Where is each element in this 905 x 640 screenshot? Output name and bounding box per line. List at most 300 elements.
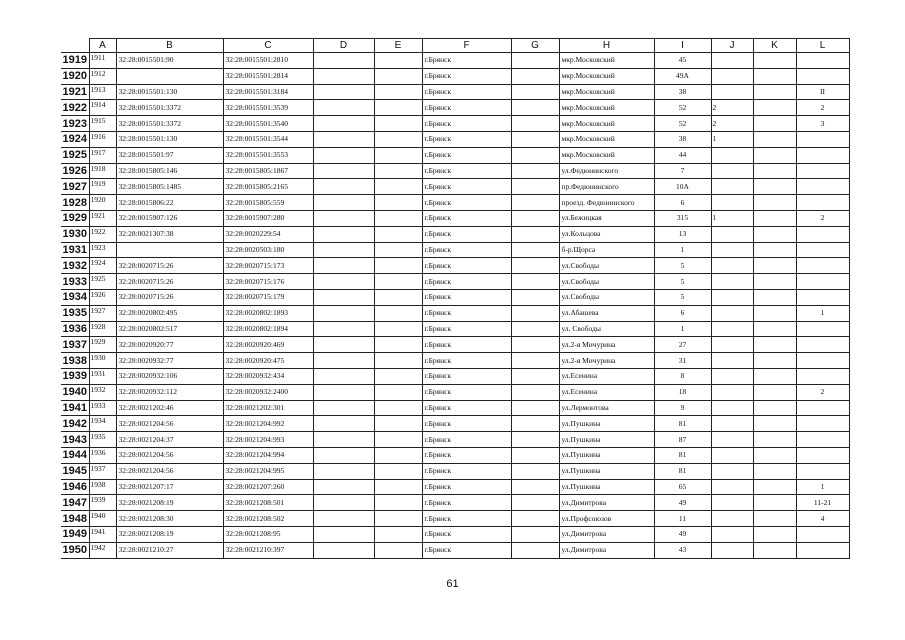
cell-e[interactable]: [374, 432, 422, 448]
row-number[interactable]: 1925: [61, 147, 89, 163]
cell-j[interactable]: [711, 53, 753, 69]
cell-b[interactable]: 32:28:0021204:56: [116, 447, 223, 463]
cell-h[interactable]: ул. Свободы: [559, 321, 654, 337]
cell-h[interactable]: ул.Димитрова: [559, 495, 654, 511]
row-number[interactable]: 1926: [61, 163, 89, 179]
cell-g[interactable]: [511, 337, 559, 353]
cell-d[interactable]: [313, 479, 374, 495]
cell-c[interactable]: 32:28:0021208:501: [223, 495, 313, 511]
cell-b[interactable]: 32:28:0021202:46: [116, 400, 223, 416]
cell-e[interactable]: [374, 416, 422, 432]
cell-c[interactable]: 32:28:0021204:993: [223, 432, 313, 448]
cell-h[interactable]: ул.Бежицкая: [559, 210, 654, 226]
cell-k[interactable]: [753, 337, 796, 353]
cell-l[interactable]: [796, 416, 849, 432]
cell-i[interactable]: 81: [654, 463, 711, 479]
row-number[interactable]: 1934: [61, 289, 89, 305]
cell-d[interactable]: [313, 258, 374, 274]
cell-f[interactable]: г.Брянск: [422, 400, 511, 416]
cell-b[interactable]: 32:28:0015501:90: [116, 53, 223, 69]
cell-i[interactable]: 52: [654, 100, 711, 116]
cell-g[interactable]: [511, 416, 559, 432]
row-number[interactable]: 1920: [61, 68, 89, 84]
cell-a[interactable]: 1933: [89, 400, 116, 416]
row-number[interactable]: 1935: [61, 305, 89, 321]
cell-b[interactable]: 32:28:0015501:130: [116, 84, 223, 100]
row-number[interactable]: 1942: [61, 416, 89, 432]
cell-h[interactable]: ул.Есенина: [559, 368, 654, 384]
row-number[interactable]: 1923: [61, 116, 89, 132]
cell-g[interactable]: [511, 131, 559, 147]
cell-e[interactable]: [374, 400, 422, 416]
cell-h[interactable]: б-р.Щорса: [559, 242, 654, 258]
cell-k[interactable]: [753, 84, 796, 100]
cell-f[interactable]: г.Брянск: [422, 274, 511, 290]
cell-j[interactable]: [711, 384, 753, 400]
cell-e[interactable]: [374, 384, 422, 400]
cell-e[interactable]: [374, 511, 422, 527]
cell-l[interactable]: [796, 68, 849, 84]
cell-d[interactable]: [313, 226, 374, 242]
cell-k[interactable]: [753, 305, 796, 321]
cell-i[interactable]: 7: [654, 163, 711, 179]
cell-f[interactable]: г.Брянск: [422, 495, 511, 511]
cell-k[interactable]: [753, 463, 796, 479]
cell-k[interactable]: [753, 100, 796, 116]
cell-e[interactable]: [374, 147, 422, 163]
cell-k[interactable]: [753, 400, 796, 416]
cell-i[interactable]: 5: [654, 258, 711, 274]
cell-b[interactable]: 32:28:0021208:30: [116, 511, 223, 527]
cell-j[interactable]: [711, 526, 753, 542]
cell-j[interactable]: [711, 242, 753, 258]
column-header[interactable]: G: [511, 39, 559, 53]
cell-g[interactable]: [511, 353, 559, 369]
cell-a[interactable]: 1938: [89, 479, 116, 495]
cell-e[interactable]: [374, 242, 422, 258]
cell-b[interactable]: 32:28:0015501:130: [116, 131, 223, 147]
cell-i[interactable]: 45: [654, 53, 711, 69]
cell-k[interactable]: [753, 542, 796, 558]
cell-l[interactable]: [796, 353, 849, 369]
cell-b[interactable]: 32:28:0020920:77: [116, 337, 223, 353]
cell-l[interactable]: 2: [796, 384, 849, 400]
cell-a[interactable]: 1918: [89, 163, 116, 179]
cell-f[interactable]: г.Брянск: [422, 463, 511, 479]
cell-f[interactable]: г.Брянск: [422, 131, 511, 147]
cell-c[interactable]: 32:28:0015805:1867: [223, 163, 313, 179]
cell-k[interactable]: [753, 368, 796, 384]
cell-f[interactable]: г.Брянск: [422, 53, 511, 69]
cell-k[interactable]: [753, 511, 796, 527]
cell-a[interactable]: 1916: [89, 131, 116, 147]
cell-k[interactable]: [753, 289, 796, 305]
cell-i[interactable]: 38: [654, 131, 711, 147]
cell-g[interactable]: [511, 147, 559, 163]
cell-e[interactable]: [374, 53, 422, 69]
cell-f[interactable]: г.Брянск: [422, 447, 511, 463]
cell-b[interactable]: 32:28:0021204:56: [116, 416, 223, 432]
cell-l[interactable]: II: [796, 84, 849, 100]
cell-l[interactable]: 3: [796, 116, 849, 132]
cell-k[interactable]: [753, 353, 796, 369]
cell-a[interactable]: 1923: [89, 242, 116, 258]
cell-e[interactable]: [374, 226, 422, 242]
cell-l[interactable]: [796, 147, 849, 163]
cell-g[interactable]: [511, 526, 559, 542]
cell-e[interactable]: [374, 210, 422, 226]
cell-d[interactable]: [313, 195, 374, 211]
cell-e[interactable]: [374, 289, 422, 305]
cell-d[interactable]: [313, 289, 374, 305]
row-number[interactable]: 1933: [61, 274, 89, 290]
cell-f[interactable]: г.Брянск: [422, 384, 511, 400]
cell-i[interactable]: 18: [654, 384, 711, 400]
cell-h[interactable]: ул.Пушкина: [559, 463, 654, 479]
cell-b[interactable]: 32:28:0020932:112: [116, 384, 223, 400]
cell-k[interactable]: [753, 384, 796, 400]
cell-e[interactable]: [374, 163, 422, 179]
cell-d[interactable]: [313, 116, 374, 132]
cell-a[interactable]: 1924: [89, 258, 116, 274]
cell-e[interactable]: [374, 526, 422, 542]
cell-l[interactable]: [796, 195, 849, 211]
cell-d[interactable]: [313, 447, 374, 463]
cell-i[interactable]: 315: [654, 210, 711, 226]
cell-k[interactable]: [753, 210, 796, 226]
cell-j[interactable]: 2: [711, 100, 753, 116]
cell-c[interactable]: 32:28:0015501:3184: [223, 84, 313, 100]
column-header[interactable]: L: [796, 39, 849, 53]
cell-h[interactable]: ул.Кольцова: [559, 226, 654, 242]
cell-e[interactable]: [374, 258, 422, 274]
row-number[interactable]: 1927: [61, 179, 89, 195]
cell-h[interactable]: ул.Профсоюзов: [559, 511, 654, 527]
cell-j[interactable]: [711, 416, 753, 432]
cell-d[interactable]: [313, 384, 374, 400]
row-number[interactable]: 1950: [61, 542, 89, 558]
cell-j[interactable]: [711, 258, 753, 274]
cell-c[interactable]: 32:28:0015501:2814: [223, 68, 313, 84]
cell-c[interactable]: 32:28:0020920:469: [223, 337, 313, 353]
cell-j[interactable]: [711, 353, 753, 369]
cell-c[interactable]: 32:28:0021204:995: [223, 463, 313, 479]
cell-f[interactable]: г.Брянск: [422, 511, 511, 527]
cell-a[interactable]: 1941: [89, 526, 116, 542]
cell-c[interactable]: 32:28:0021210:397: [223, 542, 313, 558]
cell-j[interactable]: [711, 368, 753, 384]
cell-j[interactable]: 1: [711, 131, 753, 147]
cell-g[interactable]: [511, 53, 559, 69]
cell-c[interactable]: 32:28:0020229:54: [223, 226, 313, 242]
cell-a[interactable]: 1915: [89, 116, 116, 132]
cell-j[interactable]: [711, 84, 753, 100]
row-number[interactable]: 1936: [61, 321, 89, 337]
cell-b[interactable]: 32:28:0021207:17: [116, 479, 223, 495]
cell-f[interactable]: г.Брянск: [422, 195, 511, 211]
cell-b[interactable]: 32:28:0015501:3372: [116, 116, 223, 132]
cell-e[interactable]: [374, 274, 422, 290]
cell-k[interactable]: [753, 495, 796, 511]
cell-c[interactable]: 32:28:0015501:3539: [223, 100, 313, 116]
cell-b[interactable]: 32:28:0020932:77: [116, 353, 223, 369]
row-number[interactable]: 1930: [61, 226, 89, 242]
cell-f[interactable]: г.Брянск: [422, 289, 511, 305]
cell-g[interactable]: [511, 100, 559, 116]
cell-a[interactable]: 1927: [89, 305, 116, 321]
cell-g[interactable]: [511, 163, 559, 179]
cell-c[interactable]: 32:28:0021208:95: [223, 526, 313, 542]
cell-f[interactable]: г.Брянск: [422, 353, 511, 369]
cell-l[interactable]: [796, 337, 849, 353]
cell-b[interactable]: [116, 68, 223, 84]
cell-j[interactable]: [711, 289, 753, 305]
cell-k[interactable]: [753, 321, 796, 337]
cell-b[interactable]: 32:28:0020715:26: [116, 274, 223, 290]
row-number[interactable]: 1941: [61, 400, 89, 416]
cell-k[interactable]: [753, 526, 796, 542]
cell-h[interactable]: ул.Есенина: [559, 384, 654, 400]
cell-d[interactable]: [313, 368, 374, 384]
cell-g[interactable]: [511, 511, 559, 527]
cell-b[interactable]: 32:28:0021307:38: [116, 226, 223, 242]
cell-c[interactable]: 32:28:0015501:3544: [223, 131, 313, 147]
cell-d[interactable]: [313, 163, 374, 179]
cell-j[interactable]: [711, 447, 753, 463]
cell-g[interactable]: [511, 116, 559, 132]
cell-e[interactable]: [374, 495, 422, 511]
cell-l[interactable]: [796, 447, 849, 463]
row-number[interactable]: 1943: [61, 432, 89, 448]
cell-b[interactable]: 32:28:0021204:37: [116, 432, 223, 448]
cell-b[interactable]: 32:28:0021210:27: [116, 542, 223, 558]
cell-a[interactable]: 1939: [89, 495, 116, 511]
cell-h[interactable]: мкр.Московский: [559, 84, 654, 100]
cell-d[interactable]: [313, 242, 374, 258]
cell-g[interactable]: [511, 274, 559, 290]
column-header[interactable]: D: [313, 39, 374, 53]
cell-d[interactable]: [313, 526, 374, 542]
cell-j[interactable]: 1: [711, 210, 753, 226]
cell-a[interactable]: 1940: [89, 511, 116, 527]
cell-h[interactable]: ул.Пушкина: [559, 416, 654, 432]
cell-e[interactable]: [374, 195, 422, 211]
row-number[interactable]: 1929: [61, 210, 89, 226]
cell-k[interactable]: [753, 147, 796, 163]
cell-d[interactable]: [313, 147, 374, 163]
cell-d[interactable]: [313, 400, 374, 416]
cell-g[interactable]: [511, 368, 559, 384]
cell-c[interactable]: 32:28:0021204:992: [223, 416, 313, 432]
cell-a[interactable]: 1936: [89, 447, 116, 463]
column-header[interactable]: K: [753, 39, 796, 53]
cell-i[interactable]: 1: [654, 242, 711, 258]
cell-k[interactable]: [753, 479, 796, 495]
cell-h[interactable]: ул.Пушкина: [559, 447, 654, 463]
cell-h[interactable]: ул.Димитрова: [559, 542, 654, 558]
cell-b[interactable]: 32:28:0020802:517: [116, 321, 223, 337]
cell-e[interactable]: [374, 479, 422, 495]
cell-h[interactable]: ул.Абашева: [559, 305, 654, 321]
cell-k[interactable]: [753, 274, 796, 290]
cell-d[interactable]: [313, 353, 374, 369]
row-number[interactable]: 1919: [61, 53, 89, 69]
cell-c[interactable]: 32:28:0020802:1893: [223, 305, 313, 321]
cell-h[interactable]: ул.2-я Мичурина: [559, 337, 654, 353]
row-number[interactable]: 1938: [61, 353, 89, 369]
cell-k[interactable]: [753, 131, 796, 147]
cell-d[interactable]: [313, 100, 374, 116]
cell-g[interactable]: [511, 68, 559, 84]
cell-g[interactable]: [511, 195, 559, 211]
cell-j[interactable]: [711, 337, 753, 353]
column-header[interactable]: E: [374, 39, 422, 53]
row-number[interactable]: 1948: [61, 511, 89, 527]
cell-g[interactable]: [511, 289, 559, 305]
cell-a[interactable]: 1917: [89, 147, 116, 163]
cell-e[interactable]: [374, 337, 422, 353]
cell-b[interactable]: 32:28:0020715:26: [116, 258, 223, 274]
cell-f[interactable]: г.Брянск: [422, 116, 511, 132]
cell-g[interactable]: [511, 447, 559, 463]
cell-i[interactable]: 8: [654, 368, 711, 384]
cell-h[interactable]: мкр.Московский: [559, 100, 654, 116]
cell-l[interactable]: [796, 274, 849, 290]
cell-b[interactable]: 32:28:0020715:26: [116, 289, 223, 305]
column-header[interactable]: A: [89, 39, 116, 53]
cell-e[interactable]: [374, 100, 422, 116]
cell-i[interactable]: 11: [654, 511, 711, 527]
cell-j[interactable]: [711, 542, 753, 558]
cell-f[interactable]: г.Брянск: [422, 368, 511, 384]
cell-c[interactable]: 32:28:0020932:434: [223, 368, 313, 384]
cell-i[interactable]: 38: [654, 84, 711, 100]
cell-k[interactable]: [753, 68, 796, 84]
cell-l[interactable]: 1: [796, 479, 849, 495]
row-number[interactable]: 1947: [61, 495, 89, 511]
cell-b[interactable]: 32:28:0020932:106: [116, 368, 223, 384]
cell-h[interactable]: пр.Федюнинского: [559, 179, 654, 195]
cell-f[interactable]: г.Брянск: [422, 242, 511, 258]
column-header[interactable]: B: [116, 39, 223, 53]
cell-b[interactable]: [116, 242, 223, 258]
cell-i[interactable]: 13: [654, 226, 711, 242]
cell-d[interactable]: [313, 179, 374, 195]
cell-e[interactable]: [374, 463, 422, 479]
cell-d[interactable]: [313, 210, 374, 226]
cell-b[interactable]: 32:28:0021204:56: [116, 463, 223, 479]
column-header[interactable]: H: [559, 39, 654, 53]
cell-h[interactable]: ул.Свободы: [559, 289, 654, 305]
cell-i[interactable]: 52: [654, 116, 711, 132]
cell-i[interactable]: 6: [654, 305, 711, 321]
cell-a[interactable]: 1928: [89, 321, 116, 337]
cell-h[interactable]: проезд. Федюнинского: [559, 195, 654, 211]
row-number[interactable]: 1931: [61, 242, 89, 258]
cell-k[interactable]: [753, 53, 796, 69]
cell-l[interactable]: 11-21: [796, 495, 849, 511]
cell-g[interactable]: [511, 400, 559, 416]
cell-g[interactable]: [511, 226, 559, 242]
cell-h[interactable]: ул.Свободы: [559, 258, 654, 274]
cell-h[interactable]: мкр.Московский: [559, 53, 654, 69]
cell-d[interactable]: [313, 337, 374, 353]
row-number[interactable]: 1932: [61, 258, 89, 274]
cell-l[interactable]: [796, 179, 849, 195]
cell-e[interactable]: [374, 353, 422, 369]
cell-i[interactable]: 81: [654, 447, 711, 463]
cell-e[interactable]: [374, 542, 422, 558]
cell-c[interactable]: 32:28:0015501:3540: [223, 116, 313, 132]
cell-f[interactable]: г.Брянск: [422, 432, 511, 448]
cell-b[interactable]: 32:28:0020802:495: [116, 305, 223, 321]
cell-i[interactable]: 27: [654, 337, 711, 353]
cell-f[interactable]: г.Брянск: [422, 479, 511, 495]
cell-f[interactable]: г.Брянск: [422, 163, 511, 179]
cell-k[interactable]: [753, 195, 796, 211]
cell-g[interactable]: [511, 463, 559, 479]
cell-e[interactable]: [374, 321, 422, 337]
cell-k[interactable]: [753, 416, 796, 432]
cell-h[interactable]: мкр.Московский: [559, 147, 654, 163]
cell-a[interactable]: 1912: [89, 68, 116, 84]
cell-j[interactable]: [711, 163, 753, 179]
cell-i[interactable]: 81: [654, 416, 711, 432]
cell-l[interactable]: [796, 242, 849, 258]
cell-b[interactable]: 32:28:0015805:146: [116, 163, 223, 179]
cell-l[interactable]: 1: [796, 305, 849, 321]
cell-f[interactable]: г.Брянск: [422, 68, 511, 84]
cell-d[interactable]: [313, 68, 374, 84]
cell-f[interactable]: г.Брянск: [422, 416, 511, 432]
cell-j[interactable]: [711, 179, 753, 195]
cell-i[interactable]: 65: [654, 479, 711, 495]
cell-f[interactable]: г.Брянск: [422, 337, 511, 353]
cell-b[interactable]: 32:28:0015501:3372: [116, 100, 223, 116]
cell-i[interactable]: 5: [654, 274, 711, 290]
cell-i[interactable]: 49: [654, 526, 711, 542]
cell-k[interactable]: [753, 226, 796, 242]
row-number[interactable]: 1939: [61, 368, 89, 384]
cell-a[interactable]: 1920: [89, 195, 116, 211]
cell-i[interactable]: 31: [654, 353, 711, 369]
cell-i[interactable]: 49А: [654, 68, 711, 84]
cell-j[interactable]: [711, 479, 753, 495]
cell-a[interactable]: 1932: [89, 384, 116, 400]
row-number[interactable]: 1949: [61, 526, 89, 542]
cell-g[interactable]: [511, 384, 559, 400]
cell-f[interactable]: г.Брянск: [422, 100, 511, 116]
cell-e[interactable]: [374, 447, 422, 463]
cell-c[interactable]: 32:28:0020715:173: [223, 258, 313, 274]
cell-i[interactable]: 44: [654, 147, 711, 163]
cell-f[interactable]: г.Брянск: [422, 210, 511, 226]
cell-k[interactable]: [753, 432, 796, 448]
cell-f[interactable]: г.Брянск: [422, 226, 511, 242]
cell-k[interactable]: [753, 116, 796, 132]
cell-d[interactable]: [313, 53, 374, 69]
cell-h[interactable]: мкр.Московский: [559, 68, 654, 84]
cell-g[interactable]: [511, 305, 559, 321]
cell-d[interactable]: [313, 416, 374, 432]
cell-a[interactable]: 1937: [89, 463, 116, 479]
cell-k[interactable]: [753, 447, 796, 463]
cell-a[interactable]: 1921: [89, 210, 116, 226]
cell-c[interactable]: 32:28:0020503:180: [223, 242, 313, 258]
cell-h[interactable]: ул.Пушкина: [559, 479, 654, 495]
cell-e[interactable]: [374, 84, 422, 100]
cell-e[interactable]: [374, 131, 422, 147]
